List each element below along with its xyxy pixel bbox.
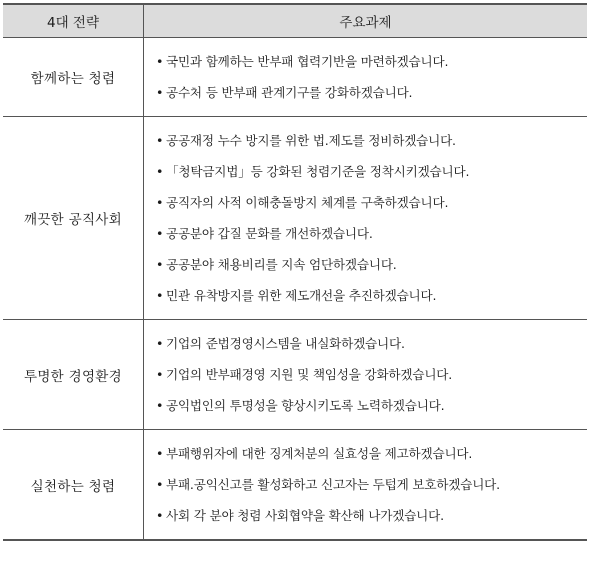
- strategy-cell: 실천하는 청렴: [3, 430, 144, 541]
- task-list: [144, 320, 587, 429]
- bullet-icon: •: [156, 477, 164, 492]
- bullet-icon: •: [156, 446, 164, 461]
- task-text: 공공재정 누수 방지를 위한 법.제도를 정비하겠습니다.: [166, 133, 456, 148]
- bullet-icon: •: [156, 85, 164, 100]
- bullet-icon: •: [156, 164, 164, 179]
- table-row: [3, 430, 587, 541]
- task-text: 기업의 준법경영시스템을 내실화하겠습니다.: [166, 336, 405, 351]
- table-row: [3, 320, 587, 430]
- header-strategy: 4대 전략: [3, 4, 144, 38]
- task-item: [156, 328, 587, 359]
- task-item: [156, 390, 587, 421]
- tasks-cell: [144, 430, 588, 541]
- bullet-icon: •: [156, 257, 164, 272]
- task-list: [144, 430, 587, 539]
- task-item: [156, 218, 587, 249]
- task-item: [156, 187, 587, 218]
- bullet-icon: •: [156, 195, 164, 210]
- task-item: [156, 469, 587, 500]
- strategy-cell: 함께하는 청렴: [3, 38, 144, 117]
- task-text: 민관 유착방지를 위한 제도개선을 추진하겠습니다.: [166, 288, 437, 303]
- task-item: [156, 500, 587, 531]
- table-body: [3, 38, 587, 541]
- task-list: [144, 117, 587, 319]
- tasks-cell: [144, 38, 588, 117]
- task-text: 기업의 반부패경영 지원 및 책임성을 강화하겠습니다.: [166, 367, 453, 382]
- bullet-icon: •: [156, 367, 164, 382]
- task-item: [156, 249, 587, 280]
- task-item: [156, 280, 587, 311]
- task-text: 사회 각 분야 청렴 사회협약을 확산해 나가겠습니다.: [166, 508, 444, 523]
- strategy-cell: 깨끗한 공직사회: [3, 117, 144, 320]
- table-row: [3, 38, 587, 117]
- task-text: 공수처 등 반부패 관계기구를 강화하겠습니다.: [166, 85, 413, 100]
- bullet-icon: •: [156, 226, 164, 241]
- header-row: [3, 4, 587, 38]
- task-text: 공직자의 사적 이해충돌방지 체계를 구축하겠습니다.: [166, 195, 449, 210]
- task-item: [156, 438, 587, 469]
- tasks-cell: [144, 320, 588, 430]
- task-text: 부패.공익신고를 활성화하고 신고자는 두텁게 보호하겠습니다.: [166, 477, 500, 492]
- task-text: 국민과 함께하는 반부패 협력기반을 마련하겠습니다.: [166, 54, 449, 69]
- table-row: [3, 117, 587, 320]
- bullet-icon: •: [156, 133, 164, 148]
- tasks-cell: [144, 117, 588, 320]
- strategy-table: [3, 3, 587, 541]
- bullet-icon: •: [156, 288, 164, 303]
- task-text: 「청탁금지법」등 강화된 청렴기준을 정착시키겠습니다.: [166, 164, 470, 179]
- bullet-icon: •: [156, 336, 164, 351]
- task-item: [156, 46, 587, 77]
- bullet-icon: •: [156, 398, 164, 413]
- task-text: 부패행위자에 대한 징계처분의 실효성을 제고하겠습니다.: [166, 446, 473, 461]
- task-item: [156, 77, 587, 108]
- strategy-cell: 투명한 경영환경: [3, 320, 144, 430]
- task-list: [144, 38, 587, 116]
- task-item: [156, 359, 587, 390]
- bullet-icon: •: [156, 54, 164, 69]
- task-text: 공익법인의 투명성을 향상시키도록 노력하겠습니다.: [166, 398, 445, 413]
- task-text: 공공분야 갑질 문화를 개선하겠습니다.: [166, 226, 373, 241]
- task-text: 공공분야 채용비리를 지속 엄단하겠습니다.: [166, 257, 397, 272]
- bullet-icon: •: [156, 508, 164, 523]
- header-tasks: 주요과제: [144, 4, 588, 38]
- task-item: [156, 125, 587, 156]
- task-item: [156, 156, 587, 187]
